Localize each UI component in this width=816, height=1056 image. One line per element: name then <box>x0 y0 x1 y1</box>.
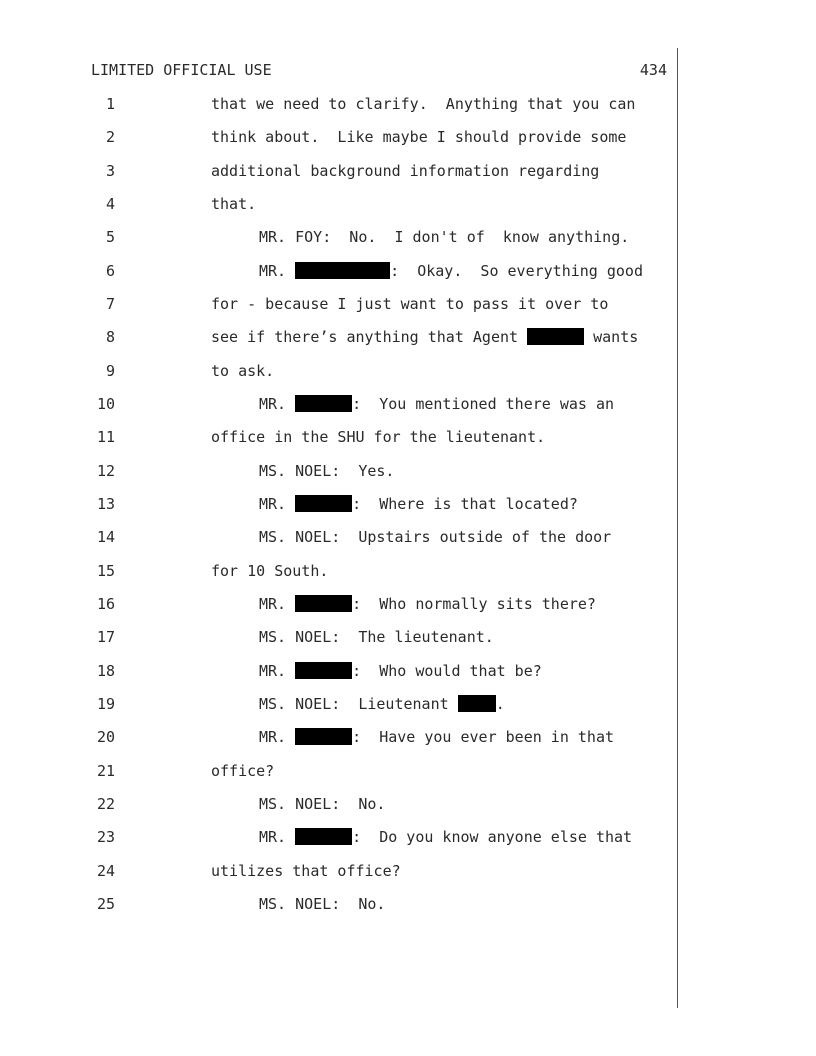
transcript-line <box>0 862 816 882</box>
line-text-part: MR. <box>259 395 296 413</box>
line-number: 20 <box>96 728 115 746</box>
transcript-line <box>0 395 816 415</box>
transcript-line <box>0 695 816 715</box>
line-number: 13 <box>96 495 115 513</box>
redaction-box <box>295 828 352 845</box>
transcript-line <box>0 195 816 215</box>
line-text-part: MR. <box>259 495 296 513</box>
line-text <box>259 828 632 846</box>
transcript-line <box>0 728 816 748</box>
line-text-part: . <box>495 695 505 713</box>
line-text: that. <box>211 195 257 213</box>
line-number: 15 <box>96 562 115 580</box>
line-text-part: wants <box>584 328 639 346</box>
transcript-line <box>0 362 816 382</box>
line-text-part: : Who would that be? <box>352 662 542 680</box>
line-text-part: : Who normally sits there? <box>352 595 596 613</box>
line-text-part: MR. <box>259 595 296 613</box>
page-number: 434 <box>639 61 667 79</box>
line-text: think about. Like maybe I should provide some <box>211 128 627 146</box>
transcript-line <box>0 662 816 682</box>
line-text-part: : Where is that located? <box>352 495 578 513</box>
line-text: MS. NOEL: Upstairs outside of the door <box>259 528 612 546</box>
line-number: 24 <box>96 862 115 880</box>
line-text-part: MR. <box>259 662 296 680</box>
line-number: 21 <box>96 762 115 780</box>
redaction-box <box>295 595 352 612</box>
line-text <box>259 395 614 413</box>
line-text: for 10 South. <box>211 562 329 580</box>
line-number: 16 <box>96 595 115 613</box>
transcript-line <box>0 328 816 348</box>
line-number: 19 <box>96 695 115 713</box>
line-number: 11 <box>96 428 115 446</box>
line-number: 25 <box>96 895 115 913</box>
line-number: 10 <box>96 395 115 413</box>
line-text-part: see if there’s anything that Agent <box>211 328 528 346</box>
line-text: MS. NOEL: No. <box>259 895 386 913</box>
line-text <box>259 595 596 613</box>
line-text: MS. NOEL: The lieutenant. <box>259 628 494 646</box>
transcript-line <box>0 628 816 648</box>
transcript-line <box>0 128 816 148</box>
redaction-box <box>295 395 352 412</box>
line-number: 1 <box>105 95 115 113</box>
line-text: to ask. <box>211 362 275 380</box>
line-text-part: MS. NOEL: Lieutenant <box>259 695 458 713</box>
line-text <box>259 662 542 680</box>
line-text: MS. NOEL: Yes. <box>259 462 395 480</box>
transcript-line <box>0 95 816 115</box>
line-text <box>259 695 505 713</box>
redaction-box <box>527 328 584 345</box>
line-text-part: MR. <box>259 828 296 846</box>
line-number: 3 <box>105 162 115 180</box>
line-number: 17 <box>96 628 115 646</box>
line-number: 8 <box>105 328 115 346</box>
line-number: 12 <box>96 462 115 480</box>
transcript-line <box>0 495 816 515</box>
transcript-line <box>0 895 816 915</box>
line-number: 18 <box>96 662 115 680</box>
line-text-part: : Have you ever been in that <box>352 728 615 746</box>
redaction-box <box>295 662 352 679</box>
redaction-box <box>295 262 390 279</box>
classification-header: LIMITED OFFICIAL USE <box>91 61 272 79</box>
line-number: 7 <box>105 295 115 313</box>
line-number: 6 <box>105 262 115 280</box>
line-text-part: : You mentioned there was an <box>352 395 615 413</box>
transcript-line <box>0 562 816 582</box>
line-number: 23 <box>96 828 115 846</box>
line-text-part: : Okay. So everything good <box>390 262 643 280</box>
line-text <box>211 328 638 346</box>
line-text-part: MR. <box>259 262 296 280</box>
line-number: 9 <box>105 362 115 380</box>
transcript-line <box>0 462 816 482</box>
line-text: for - because I just want to pass it over to <box>211 295 609 313</box>
line-number: 2 <box>105 128 115 146</box>
redaction-box <box>458 695 496 712</box>
redaction-box <box>295 728 352 745</box>
line-text-part: : Do you know anyone else that <box>352 828 633 846</box>
redaction-box <box>295 495 352 512</box>
line-number: 14 <box>96 528 115 546</box>
line-text <box>259 262 643 280</box>
line-text-part: MR. <box>259 728 296 746</box>
line-number: 4 <box>105 195 115 213</box>
line-text: office in the SHU for the lieutenant. <box>211 428 546 446</box>
line-text: office? <box>211 762 275 780</box>
line-text: that we need to clarify. Anything that you can <box>211 95 636 113</box>
transcript-line <box>0 162 816 182</box>
transcript-line <box>0 795 816 815</box>
line-text: utilizes that office? <box>211 862 401 880</box>
line-number: 5 <box>105 228 115 246</box>
line-text: MS. NOEL: No. <box>259 795 386 813</box>
transcript-line <box>0 762 816 782</box>
transcript-line <box>0 595 816 615</box>
transcript-line <box>0 228 816 248</box>
transcript-line <box>0 262 816 282</box>
line-number: 22 <box>96 795 115 813</box>
transcript-line <box>0 528 816 548</box>
transcript-line <box>0 828 816 848</box>
line-text <box>259 728 614 746</box>
line-text: MR. FOY: No. I don't of know anything. <box>259 228 630 246</box>
line-text <box>259 495 578 513</box>
line-text: additional background information regarding <box>211 162 600 180</box>
transcript-line <box>0 428 816 448</box>
transcript-line <box>0 295 816 315</box>
